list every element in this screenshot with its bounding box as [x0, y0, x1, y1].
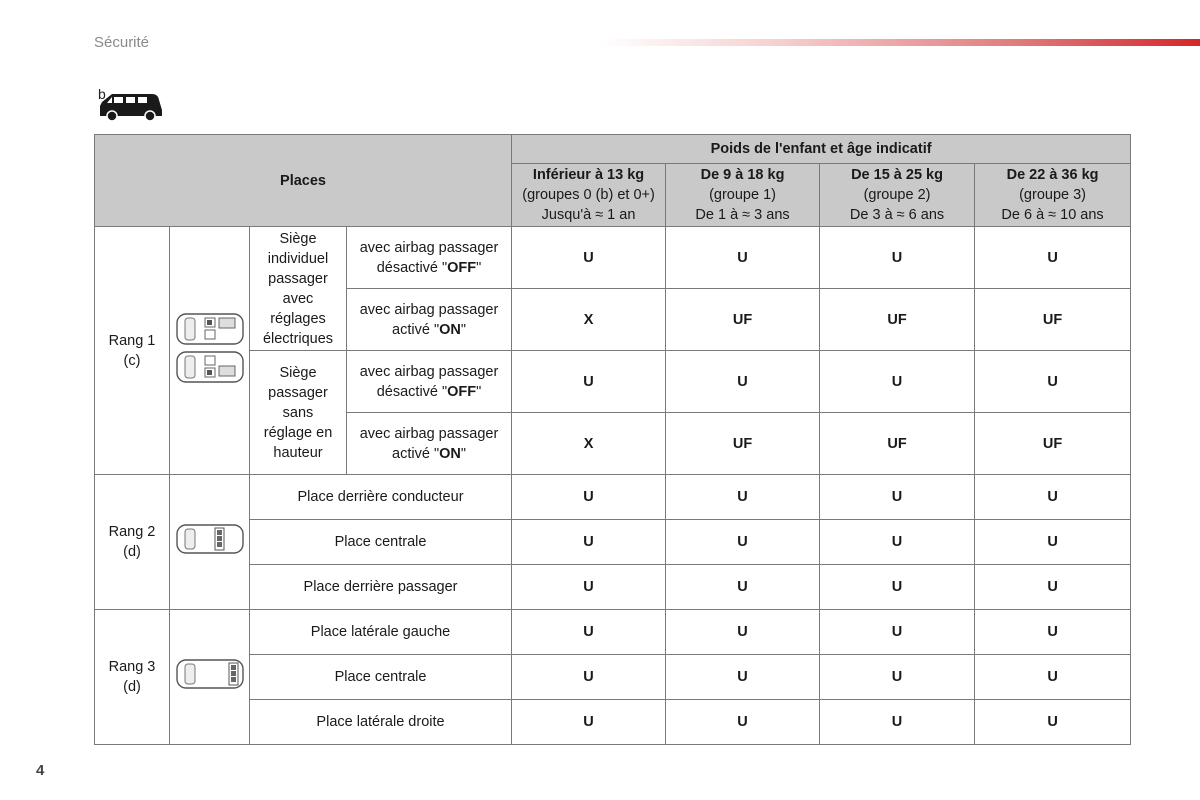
- value-cell: U: [975, 700, 1131, 745]
- place-cell: Place derrière passager: [250, 565, 512, 610]
- value-cell: U: [975, 227, 1131, 289]
- value-cell: UF: [975, 289, 1131, 351]
- airbag-cell: avec airbag passager désactivé "OFF": [347, 227, 512, 289]
- value-cell: U: [666, 610, 820, 655]
- value-cell: U: [512, 610, 666, 655]
- value-cell: U: [666, 475, 820, 520]
- value-cell: UF: [820, 413, 975, 475]
- column-header-group2: De 15 à 25 kg (groupe 2) De 3 à ≈ 6 ans: [820, 164, 975, 227]
- value-cell: U: [512, 475, 666, 520]
- value-cell: U: [512, 700, 666, 745]
- value-cell: UF: [975, 413, 1131, 475]
- airbag-cell: avec airbag passager activé "ON": [347, 289, 512, 351]
- airbag-cell: avec airbag passager activé "ON": [347, 413, 512, 475]
- value-cell: U: [975, 610, 1131, 655]
- rang1-label: Rang 1 (c): [95, 227, 170, 475]
- section-title: Sécurité: [94, 34, 150, 51]
- header-accent-bar: [600, 39, 1200, 46]
- value-cell: U: [666, 520, 820, 565]
- value-cell: U: [975, 655, 1131, 700]
- value-cell: U: [512, 351, 666, 413]
- value-cell: U: [820, 565, 975, 610]
- child-seat-table: [94, 134, 1131, 745]
- seat-type-electric: Siège individuel passager avec réglages électriques: [250, 227, 347, 351]
- place-cell: Place derrière conducteur: [250, 475, 512, 520]
- value-cell: U: [975, 565, 1131, 610]
- weight-group-header: Poids de l'enfant et âge indicatif: [512, 135, 1131, 164]
- van-side-icon: [96, 86, 166, 126]
- page-number: 4: [36, 762, 45, 779]
- place-cell: Place centrale: [250, 655, 512, 700]
- value-cell: U: [820, 655, 975, 700]
- value-cell: X: [512, 413, 666, 475]
- value-cell: U: [666, 565, 820, 610]
- value-cell: U: [975, 520, 1131, 565]
- value-cell: U: [975, 475, 1131, 520]
- third-row-car-top-view-icon: [170, 610, 250, 745]
- value-cell: U: [820, 475, 975, 520]
- value-cell: X: [512, 289, 666, 351]
- column-header-group3: De 22 à 36 kg (groupe 3) De 6 à ≈ 10 ans: [975, 164, 1131, 227]
- place-cell: Place latérale gauche: [250, 610, 512, 655]
- value-cell: UF: [666, 289, 820, 351]
- place-cell: Place latérale droite: [250, 700, 512, 745]
- vehicle-letter: b: [98, 86, 106, 102]
- value-cell: U: [820, 700, 975, 745]
- value-cell: UF: [666, 413, 820, 475]
- value-cell: U: [666, 700, 820, 745]
- value-cell: U: [512, 655, 666, 700]
- value-cell: U: [666, 655, 820, 700]
- value-cell: U: [512, 565, 666, 610]
- value-cell: U: [820, 520, 975, 565]
- column-header-group1: De 9 à 18 kg (groupe 1) De 1 à ≈ 3 ans: [666, 164, 820, 227]
- place-cell: Place centrale: [250, 520, 512, 565]
- value-cell: UF: [820, 289, 975, 351]
- value-cell: U: [820, 351, 975, 413]
- seat-type-no-height-adjust: Siège passager sans réglage en hauteur: [250, 351, 347, 475]
- rang3-label: Rang 3 (d): [95, 610, 170, 745]
- value-cell: U: [512, 520, 666, 565]
- second-row-car-top-view-icon: [170, 475, 250, 610]
- value-cell: U: [820, 610, 975, 655]
- value-cell: U: [512, 227, 666, 289]
- rang2-label: Rang 2 (d): [95, 475, 170, 610]
- value-cell: U: [666, 351, 820, 413]
- value-cell: U: [975, 351, 1131, 413]
- column-header-group0: Inférieur à 13 kg (groupes 0 (b) et 0+) Jusqu'à ≈ 1 an: [512, 164, 666, 227]
- value-cell: U: [666, 227, 820, 289]
- places-header: Places: [95, 135, 512, 227]
- front-seat-car-top-view-icon: [170, 227, 250, 475]
- value-cell: U: [820, 227, 975, 289]
- airbag-cell: avec airbag passager désactivé "OFF": [347, 351, 512, 413]
